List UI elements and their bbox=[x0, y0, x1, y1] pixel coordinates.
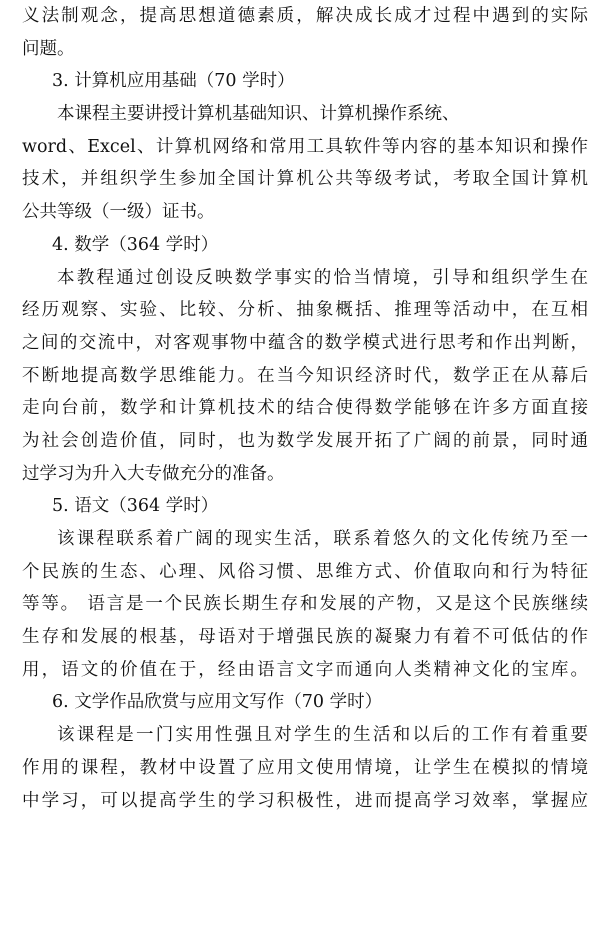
section-heading-computer-basics: 3. 计算机应用基础（70 学时） bbox=[52, 71, 295, 92]
section-heading-literature: 6. 文学作品欣赏与应用文写作（70 学时） bbox=[52, 692, 383, 713]
text-line: 问题。 bbox=[22, 38, 75, 59]
text-line: 之间的交流中，对客观事物中蕴含的数学模式进行思考和作出判断， bbox=[22, 332, 588, 353]
section-heading-chinese: 5. 语文（364 学时） bbox=[52, 496, 219, 517]
text-line: 个民族的生态、心理、风俗习惯、思维方式、价值取向和行为特征 bbox=[22, 561, 588, 582]
text-line: 等等。 语言是一个民族长期生存和发展的产物，又是这个民族继续 bbox=[22, 594, 588, 615]
document-page bbox=[22, 0, 588, 817]
section-heading-math: 4. 数学（364 学时） bbox=[52, 234, 219, 255]
text-line: 该课程是一门实用性强且对学生的生活和以后的工作有着重要 bbox=[57, 725, 588, 746]
text-line: 为社会创造价值，同时，也为数学发展开拓了广阔的前景，同时通 bbox=[22, 430, 588, 451]
text-line: 技术，并组织学生参加全国计算机公共等级考试，考取全国计算机 bbox=[22, 169, 588, 190]
text-line: 该课程联系着广阔的现实生活，联系着悠久的文化传统乃至一 bbox=[57, 529, 588, 549]
text-line: 中学习，可以提高学生的学习积极性，进而提高学习效率，掌握应 bbox=[22, 790, 588, 811]
text-line: 公共等级（一级）证书。 bbox=[22, 202, 215, 223]
text-line: 不断地提高数学思维能力。在当今知识经济时代，数学正在从幕后 bbox=[22, 365, 588, 386]
text-line: 义法制观念，提高思想道德素质，解决成长成才过程中遇到的实际 bbox=[22, 6, 588, 26]
text-line: 经历观察、实验、比较、分析、抽象概括、推理等活动中，在互相 bbox=[22, 300, 588, 321]
text-line: 作用的课程，教材中设置了应用文使用情境，让学生在模拟的情境 bbox=[22, 757, 588, 778]
text-line: 走向台前，数学和计算机技术的结合使得数学能够在许多方面直接 bbox=[22, 398, 588, 419]
text-line: 过学习为升入大专做充分的准备。 bbox=[22, 463, 285, 484]
text-line: 用，语文的价值在于，经由语言文字而通向人类精神文化的宝库。 bbox=[22, 659, 588, 680]
text-line: 本课程主要讲授计算机基础知识、计算机操作系统、 bbox=[57, 104, 460, 125]
text-line: 本教程通过创设反映数学事实的恰当情境，引导和组织学生在 bbox=[57, 267, 588, 288]
text-line: 生存和发展的根基，母语对于增强民族的凝聚力有着不可低估的作 bbox=[22, 627, 588, 648]
text-line: word、Excel、计算机网络和常用工具软件等内容的基本知识和操作 bbox=[22, 136, 588, 157]
